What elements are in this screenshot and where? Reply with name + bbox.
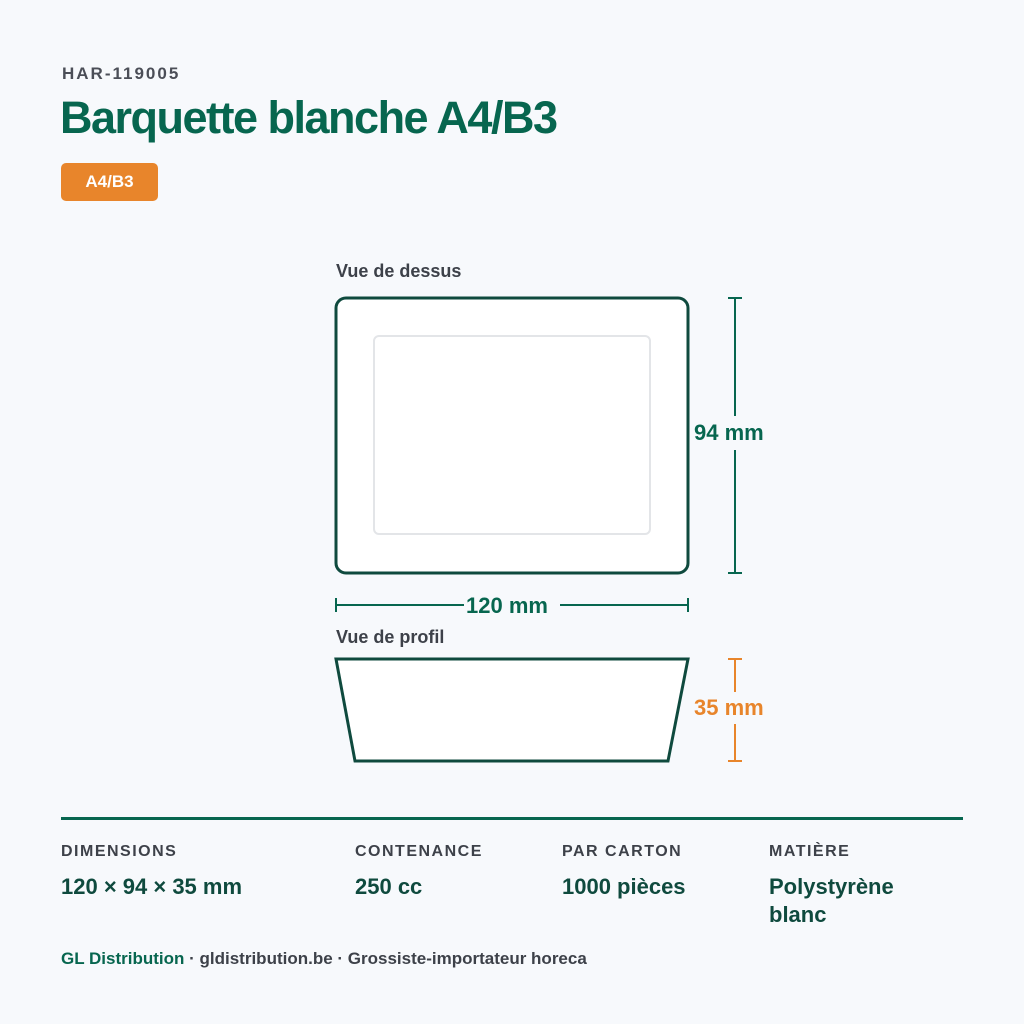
spec-dimensions xyxy=(61,843,331,901)
spec-value: Polystyrène blanc xyxy=(769,874,894,927)
footer-brand: GL Distribution xyxy=(61,949,185,968)
footer-separator: · xyxy=(184,949,200,968)
footer xyxy=(61,949,587,969)
width-dimension-label: 120 mm xyxy=(466,593,548,618)
spec-material xyxy=(769,843,944,929)
tray-profile-outline xyxy=(336,659,688,761)
spec-label: DIMENSIONS xyxy=(61,843,178,860)
spec-label: MATIÈRE xyxy=(769,843,851,860)
top-view-label: Vue de dessus xyxy=(336,261,462,281)
product-sku: HAR-119005 xyxy=(62,64,181,83)
footer-website: gldistribution.be xyxy=(199,949,333,968)
footer-separator: · xyxy=(332,949,348,968)
spec-value: 120 × 94 × 35 mm xyxy=(61,874,243,899)
height-dimension-label: 35 mm xyxy=(694,695,764,720)
footer-tagline: Grossiste-importateur horeca xyxy=(347,949,587,968)
tray-top-inner-well xyxy=(374,336,650,534)
spec-capacity xyxy=(355,843,545,901)
depth-dimension-label: 94 mm xyxy=(694,420,764,445)
spec-value: 1000 pièces xyxy=(562,874,686,899)
size-badge: A4/B3 xyxy=(61,163,158,201)
divider-rule xyxy=(61,817,963,820)
spec-per-carton xyxy=(562,843,752,901)
spec-value: 250 cc xyxy=(355,874,423,899)
spec-label: PAR CARTON xyxy=(562,843,683,860)
spec-label: CONTENANCE xyxy=(355,843,483,860)
profile-view-label: Vue de profil xyxy=(336,627,445,647)
page-title: Barquette blanche A4/B3 xyxy=(60,92,557,143)
